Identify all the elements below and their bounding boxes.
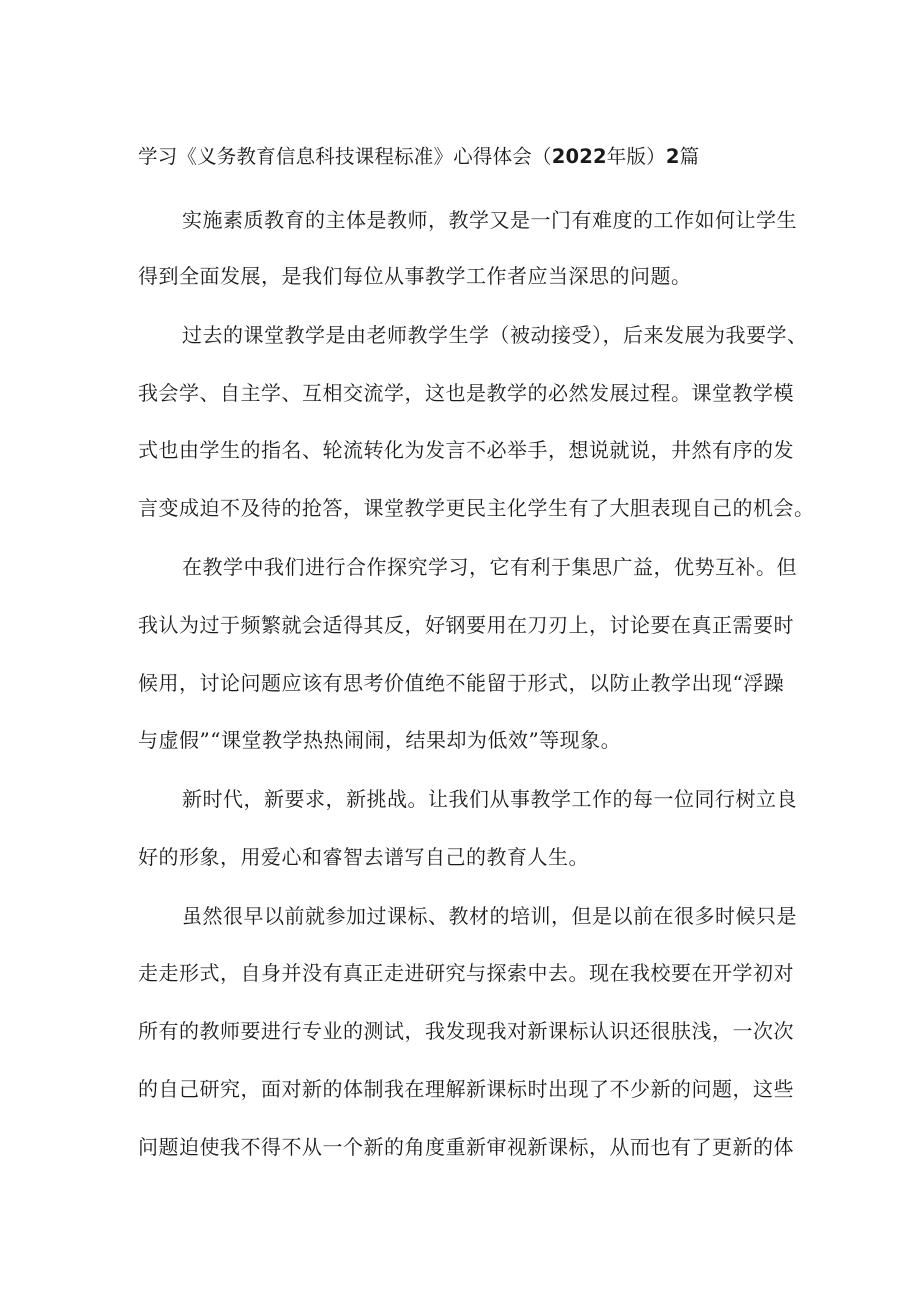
paragraph-5-line-5: 问题迫使我不得不从一个新的角度重新审视新课标，从而也有了更新的体	[138, 1135, 794, 1159]
paragraph-5-line-1: 虽然很早以前就参加过课标、教材的培训，但是以前在很多时候只是	[182, 904, 797, 928]
paragraph-5-line-3: 所有的教师要进行专业的测试，我发现我对新课标认识还很肤浅，一次次	[138, 1019, 794, 1043]
paragraph-3-line-2: 我认为过于频繁就会适得其反，好钢要用在刀刃上，讨论要在真正需要时	[138, 613, 794, 637]
paragraph-1-line-2: 得到全面发展，是我们每位从事教学工作者应当深思的问题。	[138, 264, 692, 288]
title-year: 2022	[551, 145, 607, 168]
paragraph-2-line-3: 式也由学生的指名、轮流转化为发言不必举手，想说就说，井然有序的发	[138, 438, 794, 462]
title-count: 2	[665, 145, 680, 168]
paragraph-5-line-2: 走走形式，自身并没有真正走进研究与探索中去。现在我校要在开学初对	[138, 961, 794, 985]
document-title	[138, 142, 798, 172]
paragraph-4-line-1: 新时代，新要求，新挑战。让我们从事教学工作的每一位同行树立良	[182, 787, 797, 811]
paragraph-1-line-1: 实施素质教育的主体是教师，教学又是一门有难度的工作如何让学生	[182, 208, 797, 232]
paragraph-3-line-1: 在教学中我们进行合作探究学习，它有利于集思广益，优势互补。但	[182, 555, 797, 579]
paragraph-5-line-4: 的自己研究，面对新的体制我在理解新课标时出现了不少新的问题，这些	[138, 1077, 794, 1101]
title-text-1: 学习《义务教育信息科技课程标准》心得体会（	[138, 145, 552, 168]
paragraph-2-line-2: 我会学、自主学、互相交流学，这也是教学的必然发展过程。课堂教学模	[138, 381, 794, 405]
paragraph-3-line-4: 与虚假”“课堂教学热热闹闹，结果却为低效”等现象。	[138, 728, 622, 752]
paragraph-2-line-1: 过去的课堂教学是由老师教学生学（被动接受），后来发展为我要学、	[182, 323, 808, 347]
paragraph-4-line-2: 好的形象，用爱心和睿智去谱写自己的教育人生。	[138, 845, 589, 869]
title-text-3: 篇	[679, 145, 700, 168]
paragraph-2-line-4: 言变成迫不及待的抢答，课堂教学更民主化学生有了大胆表现自己的机会。	[138, 496, 815, 520]
paragraph-3-line-3: 候用，讨论问题应该有思考价值绝不能留于形式，以防止教学出现“浮躁	[138, 671, 785, 695]
title-text-2: 年版）	[606, 145, 666, 168]
